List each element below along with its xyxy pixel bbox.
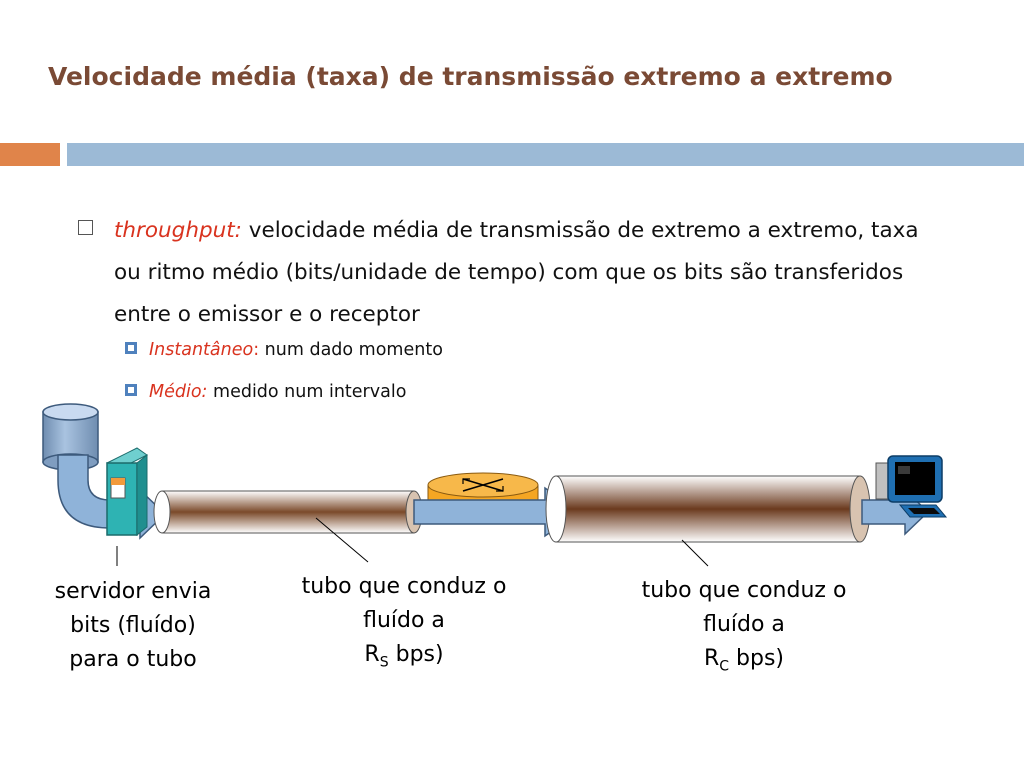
rate-subscript: S bbox=[379, 654, 389, 671]
pipe-rs-rate bbox=[274, 638, 534, 679]
sub-bullet-text: num dado momento bbox=[259, 340, 443, 360]
pipe-rc-label-line: fluído a bbox=[703, 612, 785, 637]
server-label bbox=[18, 575, 248, 677]
pipe-rs-label-line: fluído a bbox=[363, 608, 445, 633]
main-bullet bbox=[78, 210, 938, 336]
server-label-line: bits (fluído) bbox=[70, 613, 196, 638]
pipe-rc bbox=[546, 476, 870, 542]
throughput-definition: velocidade média de transmissão de extremo a extremo, taxa ou ritmo médio (bits/unidade de tempo) com que os bits são transferidos entre o emissor e o receptor bbox=[114, 218, 919, 327]
rate-symbol: R bbox=[703, 646, 720, 671]
sub-bullet-colon: : bbox=[253, 340, 260, 360]
pipe-rc-leader bbox=[682, 540, 708, 566]
router-icon bbox=[428, 473, 538, 501]
title-rule-blue bbox=[67, 143, 1024, 166]
sub-bullet-instantaneo bbox=[125, 340, 443, 360]
rate-unit: bps) bbox=[729, 646, 785, 671]
pipe-rs-label bbox=[274, 570, 534, 679]
rate-subscript: C bbox=[719, 658, 730, 675]
pipe-rs bbox=[154, 491, 422, 533]
pipe-rc-rate bbox=[614, 642, 874, 683]
title-rule-orange bbox=[0, 143, 60, 166]
bullet-box-icon bbox=[78, 220, 93, 235]
rate-unit: bps) bbox=[388, 642, 444, 667]
pipe-rc-label bbox=[614, 574, 874, 683]
main-bullet-text bbox=[114, 210, 938, 336]
pipe-rc-label-line: tubo que conduz o bbox=[641, 578, 847, 603]
throughput-term: throughput: bbox=[114, 218, 242, 243]
sub-bullet-text: medido num intervalo bbox=[207, 382, 407, 402]
sub-bullet-term: Instantâneo bbox=[149, 340, 254, 360]
throughput-pipe-diagram bbox=[0, 395, 1024, 575]
server-label-line: servidor envia bbox=[54, 579, 212, 604]
slide-title: Velocidade média (taxa) de transmissão extremo a extremo bbox=[48, 62, 893, 91]
server-icon bbox=[107, 448, 147, 535]
server-label-line: para o tubo bbox=[69, 647, 197, 672]
sub-bullet-square-icon bbox=[125, 342, 137, 354]
pipe-rs-label-line: tubo que conduz o bbox=[301, 574, 507, 599]
rate-symbol: R bbox=[364, 642, 380, 667]
sub-bullet-term: Médio: bbox=[149, 382, 208, 402]
